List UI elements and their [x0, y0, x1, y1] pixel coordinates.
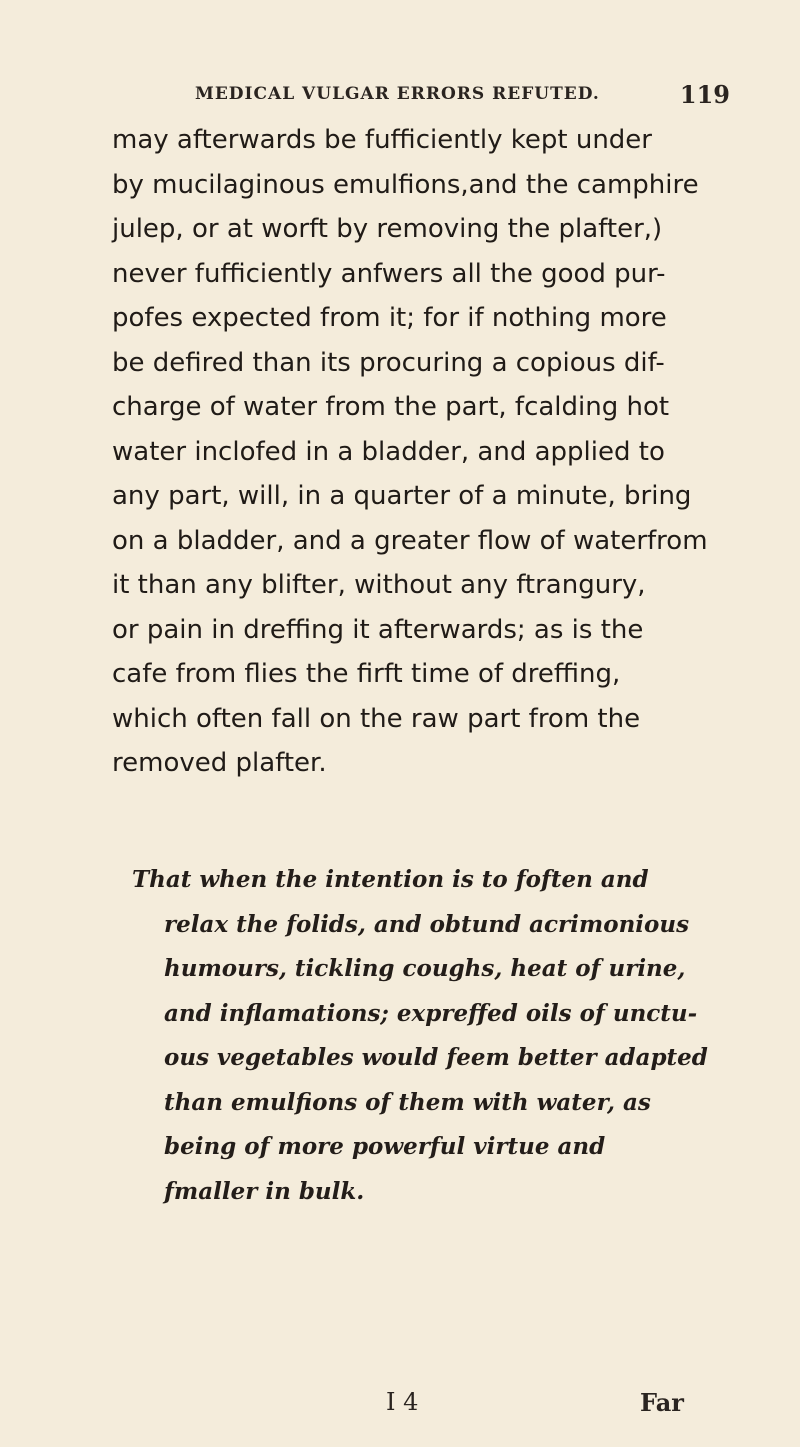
italic-line: That when the intention is to foften and	[132, 866, 649, 893]
italic-line: than emulfions of them with water, as	[164, 1088, 651, 1116]
text-line: which often fall on the raw part from the	[112, 703, 641, 734]
italic-line: relax the folids, and obtund acrimonious	[164, 910, 690, 938]
text-line: it than any blifter, without any ftrangury,	[112, 570, 646, 600]
text-line: any part, will, in a quarter of a minute, bring	[112, 481, 692, 511]
catchword: Far	[640, 1388, 684, 1417]
page-number: 119	[679, 80, 730, 109]
text-line: water inclofed in a bladder, and applied to	[112, 436, 665, 467]
running-head: MEDICAL VULGAR ERRORS REFUTED.	[195, 84, 600, 104]
text-line: charge of water from the part, fcalding hot	[112, 392, 670, 422]
text-line: julep, or at worft by removing the plafter,)	[112, 214, 663, 244]
signature-mark: I 4	[386, 1388, 419, 1416]
text-line: or pain in dreffing it afterwards; as is the	[112, 614, 644, 645]
body-paragraph	[112, 118, 722, 786]
italic-line: and inflamations; expreffed oils of unctu-	[164, 999, 698, 1027]
italic-line: humours, tickling coughs, heat of urine,	[164, 955, 686, 982]
italic-line: fmaller in bulk.	[164, 1177, 365, 1205]
text-line: be defired than its procuring a copious dif-	[112, 347, 665, 378]
text-line: pofes expected from it; for if nothing more	[112, 303, 667, 333]
italic-line: being of more powerful virtue and	[164, 1133, 606, 1160]
text-line: may afterwards be fufficiently kept under	[112, 125, 652, 155]
page-footer	[0, 1388, 800, 1428]
page-header	[195, 80, 730, 114]
italic-line: ous vegetables would feem better adapted	[164, 1044, 708, 1071]
italic-paragraph	[132, 858, 722, 1214]
text-line: removed plafter.	[112, 748, 327, 778]
text-line: on a bladder, and a greater flow of waterfrom	[112, 525, 708, 556]
text-line: never fufficiently anfwers all the good pur-	[112, 258, 666, 289]
text-line: by mucilaginous emulfions,and the camphire	[112, 169, 699, 200]
text-line: cafe from flies the firft time of dreffing,	[112, 659, 621, 689]
